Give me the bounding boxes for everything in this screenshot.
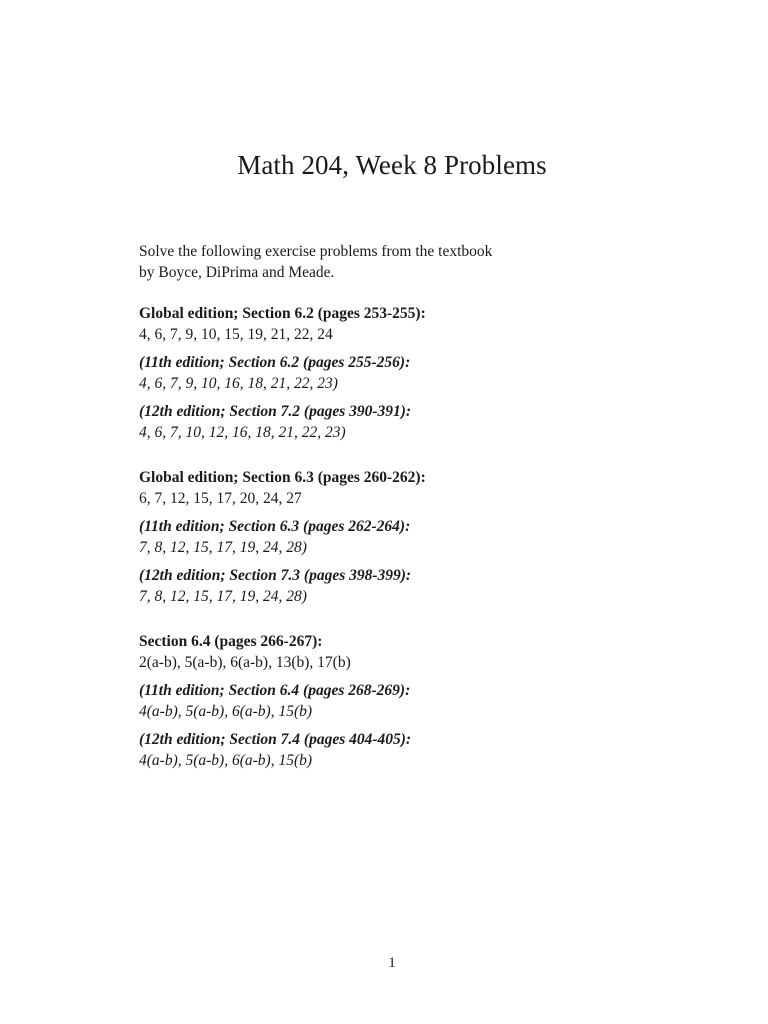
entry-global-edition (139, 303, 699, 345)
entry-heading: (12th edition; Section 7.2 (pages 390-391): (139, 403, 412, 420)
section-group-6-3 (139, 467, 699, 607)
section-group-6-4 (139, 631, 699, 771)
entry-12th-edition (139, 565, 699, 607)
entry-heading: (12th edition; Section 7.3 (pages 398-399): (139, 567, 412, 584)
entry-problem-list: 4, 6, 7, 9, 10, 16, 18, 21, 22, 23) (139, 375, 338, 392)
entry-12th-edition (139, 729, 699, 771)
intro-paragraph (139, 241, 699, 283)
entry-heading: (11th edition; Section 6.3 (pages 262-264): (139, 518, 411, 535)
entry-heading: Global edition; Section 6.2 (pages 253-255): (139, 305, 426, 322)
entry-11th-edition (139, 516, 699, 558)
entry-problem-list: 7, 8, 12, 15, 17, 19, 24, 28) (139, 539, 307, 556)
entry-problem-list: 4(a-b), 5(a-b), 6(a-b), 15(b) (139, 703, 313, 720)
entry-heading: (11th edition; Section 6.4 (pages 268-269): (139, 682, 411, 699)
entry-heading: Section 6.4 (pages 266-267): (139, 633, 323, 650)
entry-heading: (12th edition; Section 7.4 (pages 404-405): (139, 731, 412, 748)
entry-problem-list: 6, 7, 12, 15, 17, 20, 24, 27 (139, 490, 302, 507)
document-body (139, 241, 699, 795)
page-title: Math 204, Week 8 Problems (237, 150, 547, 180)
entry-problem-list: 2(a-b), 5(a-b), 6(a-b), 13(b), 17(b) (139, 654, 351, 671)
intro-line: Solve the following exercise problems from the textbook (139, 243, 493, 260)
entry-heading: (11th edition; Section 6.2 (pages 255-256): (139, 354, 411, 371)
entry-11th-edition (139, 680, 699, 722)
entry-12th-edition (139, 401, 699, 443)
entry-11th-edition (139, 352, 699, 394)
page-number: 1 (388, 955, 396, 971)
entry-problem-list: 4(a-b), 5(a-b), 6(a-b), 15(b) (139, 752, 313, 769)
entry-heading: Global edition; Section 6.3 (pages 260-262): (139, 469, 426, 486)
entry-global-edition (139, 631, 699, 673)
entry-global-edition (139, 467, 699, 509)
entry-problem-list: 7, 8, 12, 15, 17, 19, 24, 28) (139, 588, 307, 605)
section-group-6-2 (139, 303, 699, 443)
entry-problem-list: 4, 6, 7, 9, 10, 15, 19, 21, 22, 24 (139, 326, 333, 343)
entry-problem-list: 4, 6, 7, 10, 12, 16, 18, 21, 22, 23) (139, 424, 346, 441)
intro-line: by Boyce, DiPrima and Meade. (139, 264, 335, 281)
